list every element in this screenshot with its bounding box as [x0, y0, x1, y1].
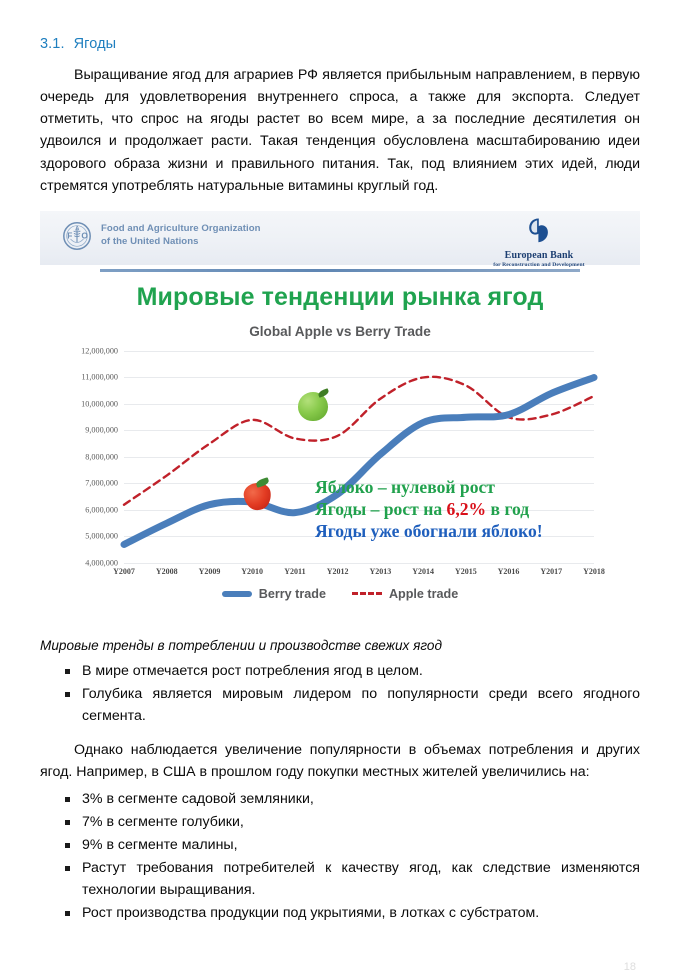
chart-x-tick-label: Y2009: [198, 566, 221, 576]
intro-paragraph: Выращивание ягод для аграриев РФ является прибыльным направлением, в первую очередь для удовлетворения внутреннего спроса, а также для экспорта. Следует отметить, что спрос на ягоды растет во всем мире, а за последние десятилетия он удвоился и продолжает расти. Такая тенденция обусловлена масштабированию идеи здорового образа жизни и правильного питания. Так, под влиянием этих идей, люди стремятся употреблять натуральные витамины круглый год.: [40, 67, 640, 194]
chart-x-tick-label: Y2018: [583, 566, 605, 576]
legend-label-berry: Berry trade: [258, 586, 326, 601]
chart-y-tick-label: 5,000,000: [85, 531, 118, 541]
ebrd-logo: [464, 217, 614, 268]
chart-title: Global Apple vs Berry Trade: [249, 323, 431, 339]
section-heading: [40, 0, 640, 52]
slide-divider-rule: [100, 269, 580, 272]
strawberry-icon: [244, 483, 271, 510]
list-item: Растут требования потребителей к качеству ягод, как следствие изменяются технологии выращивания.: [40, 857, 640, 901]
chart-y-tick-label: 7,000,000: [85, 478, 118, 488]
chart-x-tick-label: Y2016: [497, 566, 520, 576]
fao-logo-line2: of the United Nations: [101, 235, 199, 247]
embedded-slide-figure: [40, 211, 640, 636]
list-item: 7% в сегменте голубики,: [40, 811, 640, 833]
list-item: Рост производства продукции под укрытиями, в лотках с субстратом.: [40, 902, 640, 924]
annotation-line-2-suffix: в год: [486, 498, 530, 519]
page-number: 18: [623, 961, 636, 973]
list-item: В мире отмечается рост потребления ягод в целом.: [40, 660, 640, 682]
chart-y-tick-label: 8,000,000: [85, 452, 118, 462]
chart-y-tick-label: 10,000,000: [81, 399, 118, 409]
chart-x-tick-label: Y2010: [241, 566, 264, 576]
fao-logo-text: [101, 223, 261, 249]
legend-swatch-berry-icon: [222, 591, 252, 597]
figure-caption: Мировые тренды в потреблении и производстве свежих ягод: [40, 637, 442, 653]
legend-item-apple: [352, 587, 458, 601]
svg-text:F: F: [67, 230, 73, 241]
bullet-list-first: [40, 660, 640, 727]
chart-legend: [40, 587, 640, 601]
chart-x-tick-label: Y2008: [155, 566, 178, 576]
legend-label-apple: Apple trade: [388, 586, 459, 601]
annotation-line-2-prefix: Ягоды – рост на: [315, 498, 447, 519]
slide-headline: Мировые тенденции рынка ягод: [136, 282, 544, 311]
chart-x-tick-label: Y2007: [113, 566, 135, 576]
ebrd-logo-name: European Bank: [504, 249, 574, 261]
fao-logo: [62, 221, 261, 251]
list-item: Голубика является мировым лидером по популярности среди всего ягодного сегмента.: [40, 683, 640, 727]
section-number: 3.1.: [40, 36, 65, 52]
section-title: Ягоды: [73, 36, 117, 52]
svg-text:A: A: [75, 225, 80, 233]
middle-paragraph: Однако наблюдается увеличение популярности в объемах потребления и других ягод. Например, в США в прошлом году покупки местных жителей увеличились на:: [40, 742, 640, 781]
annotation-line-1: Яблоко – нулевой рост: [315, 476, 495, 497]
chart-y-axis: [46, 346, 118, 568]
legend-item-berry: [222, 587, 326, 601]
annotation-line-3: Ягоды уже обогнали яблоко!: [315, 520, 543, 541]
chart-annotation-block: [315, 477, 543, 542]
ebrd-emblem-icon: [526, 217, 552, 244]
ebrd-logo-subtitle: for Reconstruction and Development: [493, 261, 585, 268]
bullet-list-second: [40, 788, 640, 924]
fao-emblem-icon: [62, 221, 92, 251]
chart-y-tick-label: 4,000,000: [85, 558, 118, 568]
chart-gridline: [124, 563, 594, 564]
chart-y-tick-label: 12,000,000: [81, 346, 118, 356]
svg-text:O: O: [81, 230, 88, 241]
chart-x-tick-label: Y2013: [369, 566, 392, 576]
chart-y-tick-label: 9,000,000: [85, 425, 118, 435]
chart-x-tick-label: Y2011: [284, 566, 306, 576]
chart-y-tick-label: 11,000,000: [81, 372, 118, 382]
chart-x-axis: [113, 566, 605, 581]
slide-content: [40, 211, 640, 636]
fao-logo-line1: Food and Agriculture Organization: [101, 223, 261, 234]
chart-y-tick-label: 6,000,000: [85, 505, 118, 515]
legend-swatch-apple-icon: [352, 592, 382, 595]
chart-x-tick-label: Y2017: [540, 566, 563, 576]
list-item: 9% в сегменте малины,: [40, 834, 640, 856]
annotation-growth-percent: 6,2%: [446, 498, 487, 519]
chart-x-tick-label: Y2015: [454, 566, 477, 576]
annotation-line-2: [315, 499, 543, 521]
chart-x-tick-label: Y2014: [412, 566, 434, 576]
list-item: 3% в сегменте садовой земляники,: [40, 788, 640, 810]
apple-icon: [298, 392, 328, 421]
chart-x-tick-label: Y2012: [326, 566, 349, 576]
